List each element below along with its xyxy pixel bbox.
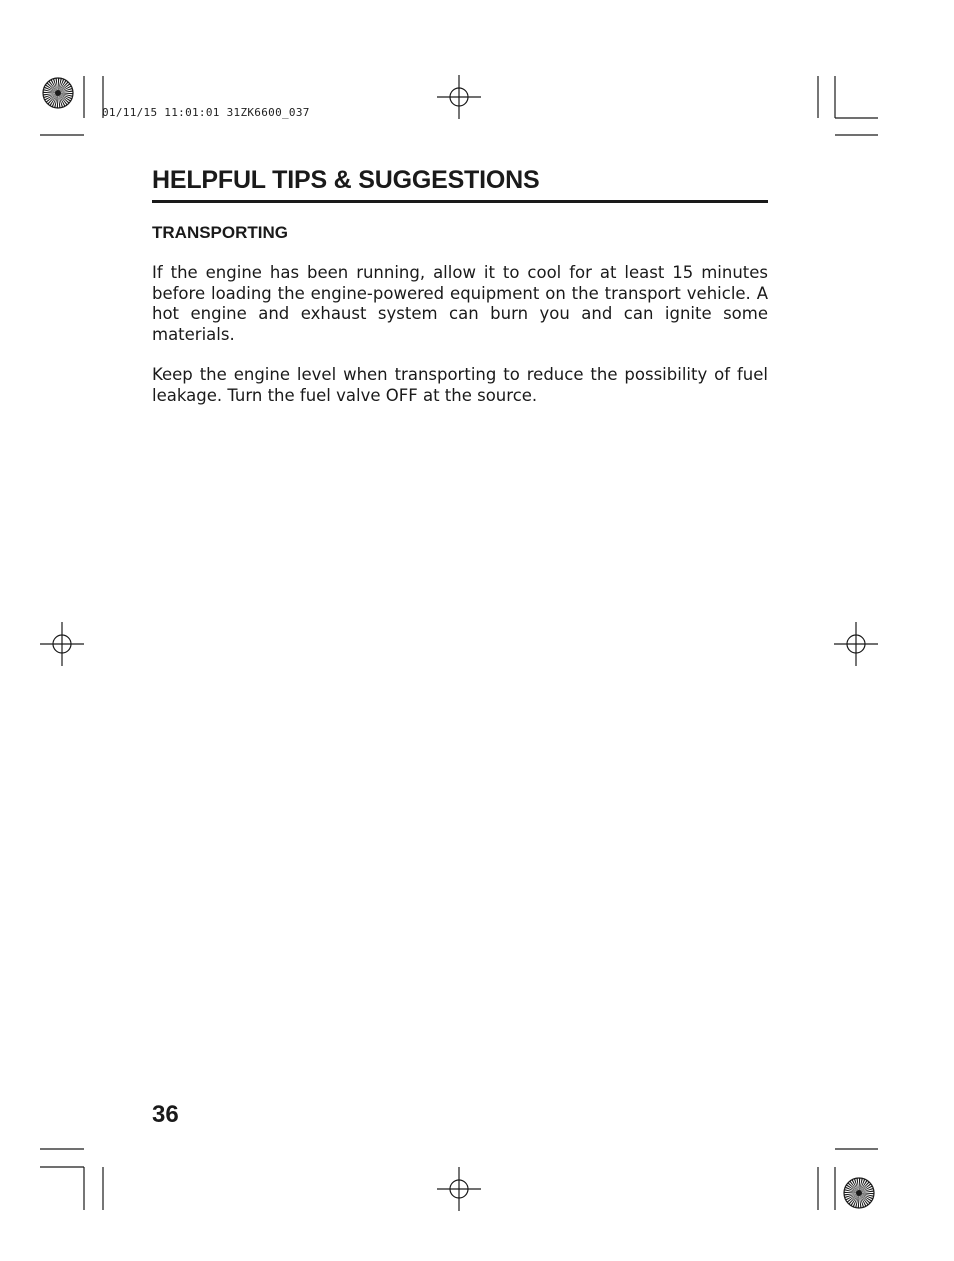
registration-crosshair-right [834, 622, 878, 666]
registration-crosshair-bottom [437, 1167, 481, 1211]
starburst-target-top-left [43, 78, 73, 108]
registration-crosshair-top [437, 75, 481, 119]
section-heading: TRANSPORTING [152, 223, 288, 242]
body-paragraph: Keep the engine level when transporting to reduce the possibility of fuel leakage. Turn the fuel valve OFF at the source. [152, 365, 768, 405]
crop-mark-bottom-left [40, 1149, 103, 1210]
starburst-target-bottom-right [844, 1178, 874, 1208]
page-number: 36 [152, 1101, 179, 1128]
print-slug: 01/11/15 11:01:01 31ZK6600_037 [102, 106, 310, 119]
body-paragraph: If the engine has been running, allow it to cool for at least 15 minutes before loading the engine-powered equipment on the transport vehicle. A hot engine and exhaust system can burn you and can ignite some materials. [152, 263, 768, 344]
crop-mark-top-right [818, 76, 878, 135]
registration-crosshair-left [40, 622, 84, 666]
page-title: HELPFUL TIPS & SUGGESTIONS [152, 164, 768, 203]
